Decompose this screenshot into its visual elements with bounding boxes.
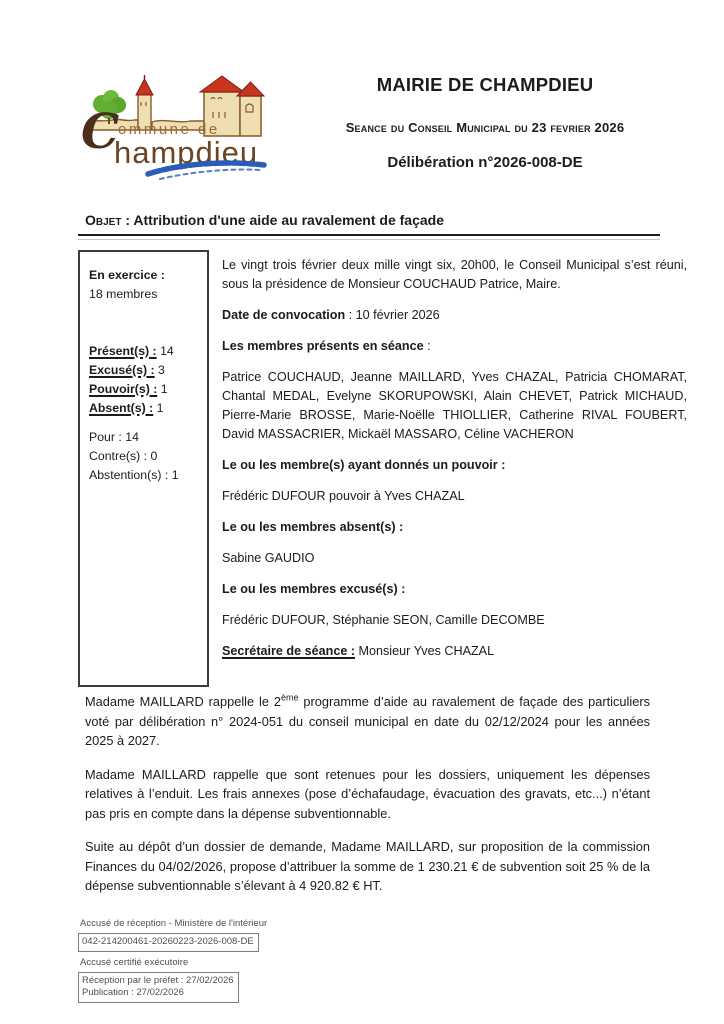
en-exercice-label bbox=[89, 266, 199, 285]
excused-list: Frédéric DUFOUR, Stéphanie SEON, Camille DECOMBE bbox=[222, 613, 545, 627]
session-title: Seance du Conseil Municipal du 23 fevrier 2026 bbox=[345, 120, 625, 135]
p1-superscript: ème bbox=[281, 692, 299, 703]
vote-results bbox=[89, 428, 199, 485]
absent-count bbox=[89, 399, 199, 418]
document-header bbox=[292, 74, 678, 171]
en-exercice-label-text: En exercice : bbox=[89, 268, 165, 282]
proxy-count bbox=[89, 380, 199, 399]
session-details bbox=[222, 256, 687, 673]
absent-list: Sabine GAUDIO bbox=[222, 551, 315, 565]
prefecture-stamp bbox=[78, 916, 378, 1006]
p1-start: Madame MAILLARD rappelle le 2 bbox=[85, 694, 281, 709]
votes-against: Contre(s) : 0 bbox=[89, 449, 158, 463]
votes-for: Pour : 14 bbox=[89, 430, 139, 444]
logo-initial-c: C bbox=[81, 104, 120, 160]
subject-separator: : bbox=[121, 212, 134, 228]
present-label: Présent(s) : bbox=[89, 344, 157, 358]
present-members-colon: : bbox=[423, 339, 431, 353]
deliberation-number: Délibération n°2026-008-DE bbox=[387, 154, 583, 171]
commune-logo bbox=[80, 72, 276, 184]
secretary-label: Secrétaire de séance : bbox=[222, 644, 356, 658]
secretary-line bbox=[222, 642, 687, 661]
body-paragraph-1 bbox=[85, 692, 650, 751]
present-members-heading bbox=[222, 337, 687, 356]
session-intro: Le vingt trois février deux mille vingt six, 20h00, le Conseil Municipal s’est réuni, sous la présidence de Monsieur COUCHAUD Patrice, Maire. bbox=[222, 258, 687, 291]
present-value: 14 bbox=[160, 344, 174, 358]
absent-value: 1 bbox=[156, 401, 164, 415]
absent-heading: Le ou les membres absent(s) : bbox=[222, 520, 404, 534]
excused-label: Excusé(s) : bbox=[89, 363, 155, 377]
logo-commune-de-text: ommune de bbox=[118, 121, 220, 138]
logo-champdieu-text: hampdieu bbox=[114, 135, 259, 170]
page-title: MAIRIE DE CHAMPDIEU bbox=[376, 74, 594, 95]
excused-value: 3 bbox=[158, 363, 165, 377]
subject-label: Objet bbox=[85, 212, 122, 228]
convocation-value: : 10 février 2026 bbox=[345, 308, 440, 322]
stamp-prefect-reception-date: Réception par le préfet : 27/02/2026 bbox=[82, 975, 234, 986]
proxy-heading: Le ou les membre(s) ayant donnés un pouvoir : bbox=[222, 458, 506, 472]
votes-abstention: Abstention(s) : 1 bbox=[89, 468, 179, 482]
stamp-executory: Accusé certifié exécutoire bbox=[80, 957, 189, 968]
excused-count bbox=[89, 361, 199, 380]
attendance-counts bbox=[89, 342, 199, 418]
p1-end: programme d’aide au ravalement de façade des particuliers voté par délibération n° 2024-051 du conseil municipal en date du 02/12/2024 pour les années 2025 à 2027. bbox=[85, 694, 650, 748]
subject-line bbox=[78, 212, 660, 236]
present-count bbox=[89, 342, 199, 361]
stamp-dates-box bbox=[78, 972, 239, 1003]
en-exercice-value: 18 membres bbox=[89, 287, 158, 301]
subject-text: Attribution d'une aide au ravalement de façade bbox=[133, 212, 444, 228]
present-members-label: Les membres présents en séance bbox=[222, 339, 424, 353]
absent-label: Absent(s) : bbox=[89, 401, 154, 415]
convocation-line bbox=[222, 306, 687, 325]
stamp-reference-box: 042-214200461-20260223-2026-008-DE bbox=[78, 933, 259, 952]
proxy-label: Pouvoir(s) : bbox=[89, 382, 158, 396]
stamp-reception-ministry: Accusé de réception - Ministère de l'intérieur bbox=[80, 918, 268, 929]
deliberation-body bbox=[85, 692, 650, 910]
convocation-label: Date de convocation bbox=[222, 308, 346, 322]
body-paragraph-2: Madame MAILLARD rappelle que sont retenues pour les dossiers, uniquement les dépenses relatives à l’enduit. Les frais annexes (pose d’échafaudage, évacuation des gravats, etc...) n’étant pas pris en compte dans la dépense subventionnable. bbox=[85, 766, 650, 821]
proxy-value: 1 bbox=[160, 382, 168, 396]
body-paragraph-3: Suite au dépôt d’un dossier de demande, Madame MAILLARD, sur proposition de la commission Finances du 04/02/2026, propose d’attribuer la somme de 1 230.21 € de subvention soit 25 % de la dépense subventionnable s’élevant à 4 920.82 € HT. bbox=[85, 839, 650, 893]
attendance-box bbox=[78, 250, 209, 687]
excused-heading: Le ou les membres excusé(s) : bbox=[222, 582, 406, 596]
proxy-list: Frédéric DUFOUR pouvoir à Yves CHAZAL bbox=[222, 489, 465, 503]
present-members-list: Patrice COUCHAUD, Jeanne MAILLARD, Yves CHAZAL, Patricia CHOMARAT, Chantal MEDAL, Evelyne SKORUPOWSKI, Alain CHEVET, Patrick MICHAUD, Pierre-Marie BROSSE, Marie-Noëlle THIOLLIER, Catherine RIVAL FOUBERT, David MASSACRIER, Mickaël MASSARO, Céline VACHERON bbox=[222, 370, 687, 441]
secretary-value: Monsieur Yves CHAZAL bbox=[355, 644, 495, 658]
stamp-publication-date: Publication : 27/02/2026 bbox=[82, 987, 184, 998]
